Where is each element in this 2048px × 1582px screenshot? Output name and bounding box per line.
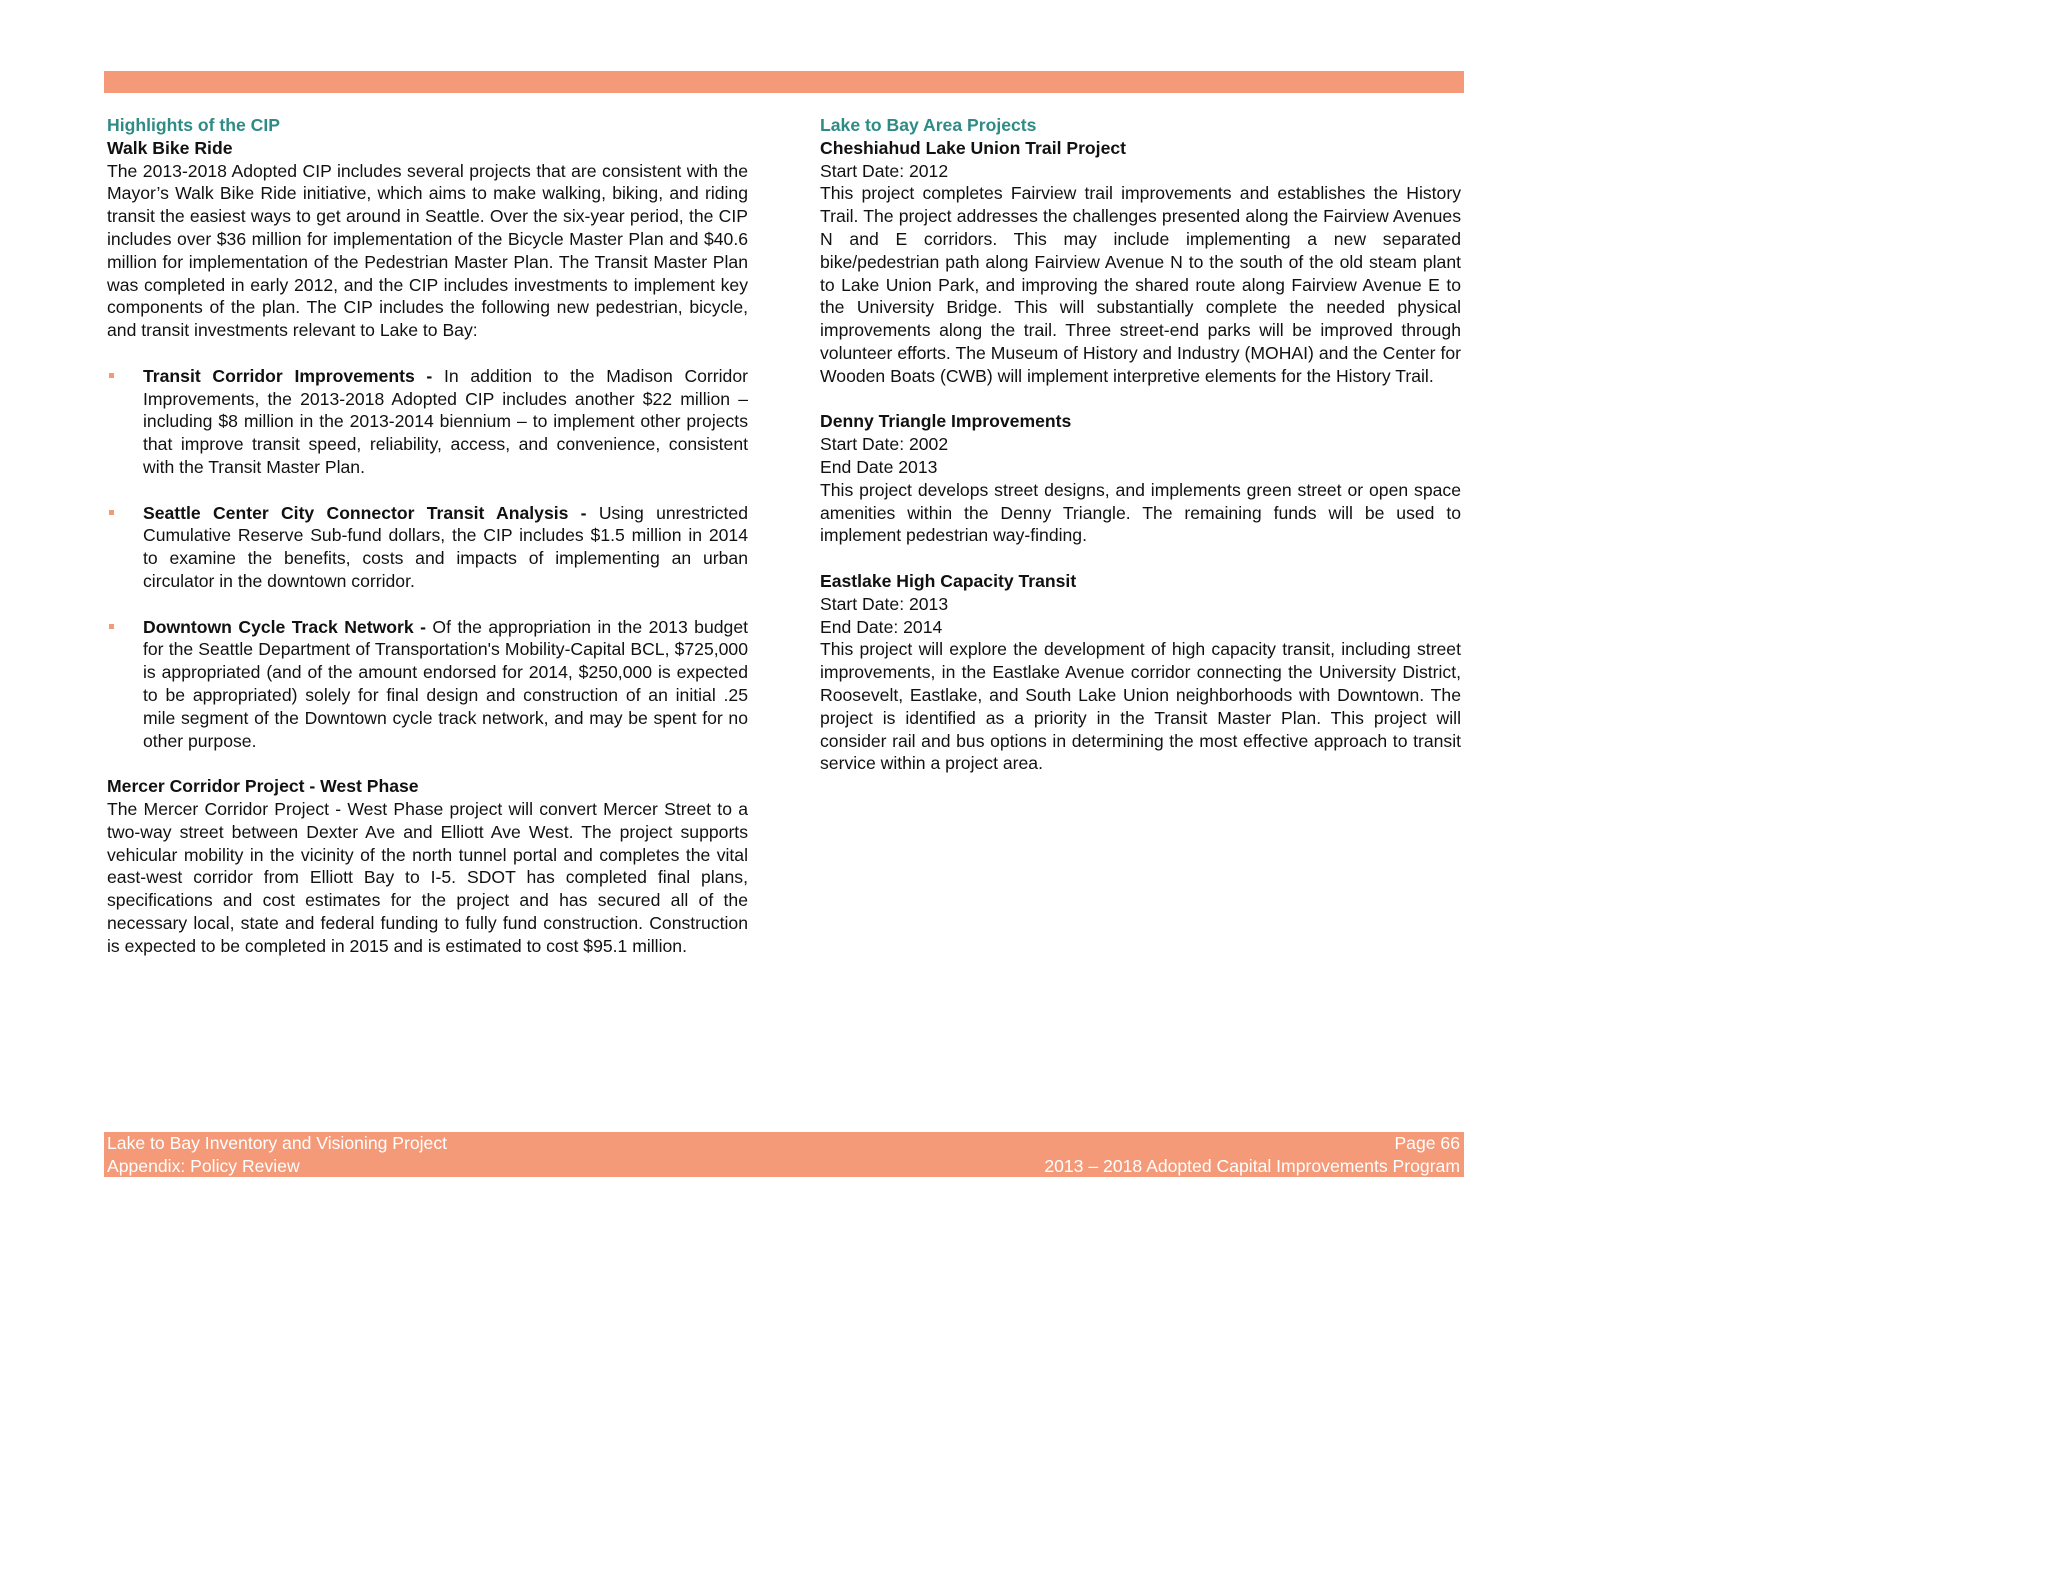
page-footer xyxy=(104,1132,1464,1177)
bullet-text: In addition to the Madison Corridor Improvements, the 2013-2018 Adopted CIP includes another $22 million – including $8 million in the 2013-2014 biennium – to implement other projects that improve transit speed, reliability, access, and convenience, consistent with the Transit Master Plan. xyxy=(143,365,748,477)
paragraph-walk-bike-ride: The 2013-2018 Adopted CIP includes several projects that are consistent with the Mayor’s Walk Bike Ride initiative, which aims to make walking, biking, and riding transit the easiest ways to get around in Seattle. Over the six-year period, the CIP includes over $36 million for implementation of the Bicycle Master Plan and $40.6 million for implementation of the Pedestrian Master Plan. The Transit Master Plan was completed in early 2012, and the CIP includes investments to implement key components of the plan. The CIP includes the following new pedestrian, bicycle, and transit investments relevant to Lake to Bay: xyxy=(107,160,748,341)
footer-page-number: Page 66 xyxy=(1394,1133,1460,1153)
heading-denny-triangle: Denny Triangle Improvements xyxy=(820,411,1072,432)
bullet-transit-corridor xyxy=(107,365,748,479)
heading-eastlake: Eastlake High Capacity Transit xyxy=(820,570,1077,591)
square-bullet-icon xyxy=(109,373,114,378)
paragraph-denny-triangle: This project develops street designs, and implements green street or open space amenities within the Denny Triangle. The remaining funds will be used to implement pedestrian way-finding. xyxy=(820,479,1461,546)
footer-project-title: Lake to Bay Inventory and Visioning Project xyxy=(107,1133,448,1153)
square-bullet-icon xyxy=(109,624,114,629)
footer-program-title: 2013 – 2018 Adopted Capital Improvements Program xyxy=(1044,1155,1460,1176)
bullet-title: Seattle Center City Connector Transit Analysis - xyxy=(143,502,587,523)
right-column xyxy=(820,114,1461,775)
bullet-cycle-track xyxy=(107,616,748,753)
bullet-text: Of the appropriation in the 2013 budget for the Seattle Department of Transportation's Mobility-Capital BCL, $725,000 is appropriated (and of the amount endorsed for 2014, $250,000 is expected to be appropriated) solely for final design and construction of an initial .25 mile segment of the Downtown cycle track network, and may be spent for no other purpose. xyxy=(143,616,748,751)
section-title-area-projects: Lake to Bay Area Projects xyxy=(820,115,1037,135)
paragraph-cheshiahud: This project completes Fairview trail improvements and establishes the History Trail. The project addresses the challenges presented along the Fairview Avenues N and E corridors. This may include implementing a new separated bike/pedestrian path along Fairview Avenue N to the south of the old steam plant to Lake Union Park, and improving the shared route along Fairview Avenue E to the University Bridge. This will substantially complete the needed physical improvements along the trail. Three street-end parks will be improved through volunteer efforts. The Museum of History and Industry (MOHAI) and the Center for Wooden Boats (CWB) will implement interpretive elements for the History Trail. xyxy=(820,183,1461,386)
bullet-center-city-connector xyxy=(107,502,748,593)
section-title-highlights: Highlights of the CIP xyxy=(107,115,280,135)
heading-cheshiahud: Cheshiahud Lake Union Trail Project xyxy=(820,137,1127,158)
paragraph-mercer-corridor: The Mercer Corridor Project - West Phase project will convert Mercer Street to a two-way street between Dexter Ave and Elliott Ave West. The project supports vehicular mobility in the vicinity of the north tunnel portal and completes the vital east-west corridor from Elliott Bay to I-5. SDOT has completed final plans, specifications and cost estimates for the project and has secured all of the necessary local, state and federal funding to fully fund construction. Construction is expected to be completed in 2015 and is estimated to cost $95.1 million. xyxy=(107,798,748,956)
footer-appendix-title: Appendix: Policy Review xyxy=(107,1155,300,1176)
header-accent-bar xyxy=(104,71,1464,93)
investment-bullet-list xyxy=(107,365,748,753)
paragraph-eastlake: This project will explore the development of high capacity transit, including street improvements, in the Eastlake Avenue corridor connecting the University District, Roosevelt, Eastlake, and South Lake Union neighborhoods with Downtown. The project is identified as a priority in the Transit Master Plan. This project will consider rail and bus options in determining the most effective approach to transit service within a project area. xyxy=(820,639,1461,774)
footer-left xyxy=(107,1132,447,1177)
bullet-text: Using unrestricted Cumulative Reserve Sub-fund dollars, the CIP includes $1.5 million in 2014 to examine the benefits, costs and impacts of implementing an urban circulator in the downtown corridor. xyxy=(143,502,748,591)
bullet-spacer xyxy=(107,593,748,616)
heading-mercer-corridor: Mercer Corridor Project - West Phase xyxy=(107,776,419,797)
left-column xyxy=(107,114,748,957)
bullet-title: Downtown Cycle Track Network - xyxy=(143,616,426,637)
footer-right xyxy=(1044,1132,1460,1177)
square-bullet-icon xyxy=(109,510,114,515)
start-date-denny: Start Date: 2002 xyxy=(820,434,949,455)
end-date-eastlake: End Date: 2014 xyxy=(820,616,943,637)
start-date-cheshiahud: Start Date: 2012 xyxy=(820,160,949,181)
end-date-denny: End Date 2013 xyxy=(820,456,938,477)
bullet-spacer xyxy=(107,479,748,502)
bullet-title: Transit Corridor Improvements - xyxy=(143,365,433,386)
start-date-eastlake: Start Date: 2013 xyxy=(820,593,949,614)
heading-walk-bike-ride: Walk Bike Ride xyxy=(107,137,233,158)
